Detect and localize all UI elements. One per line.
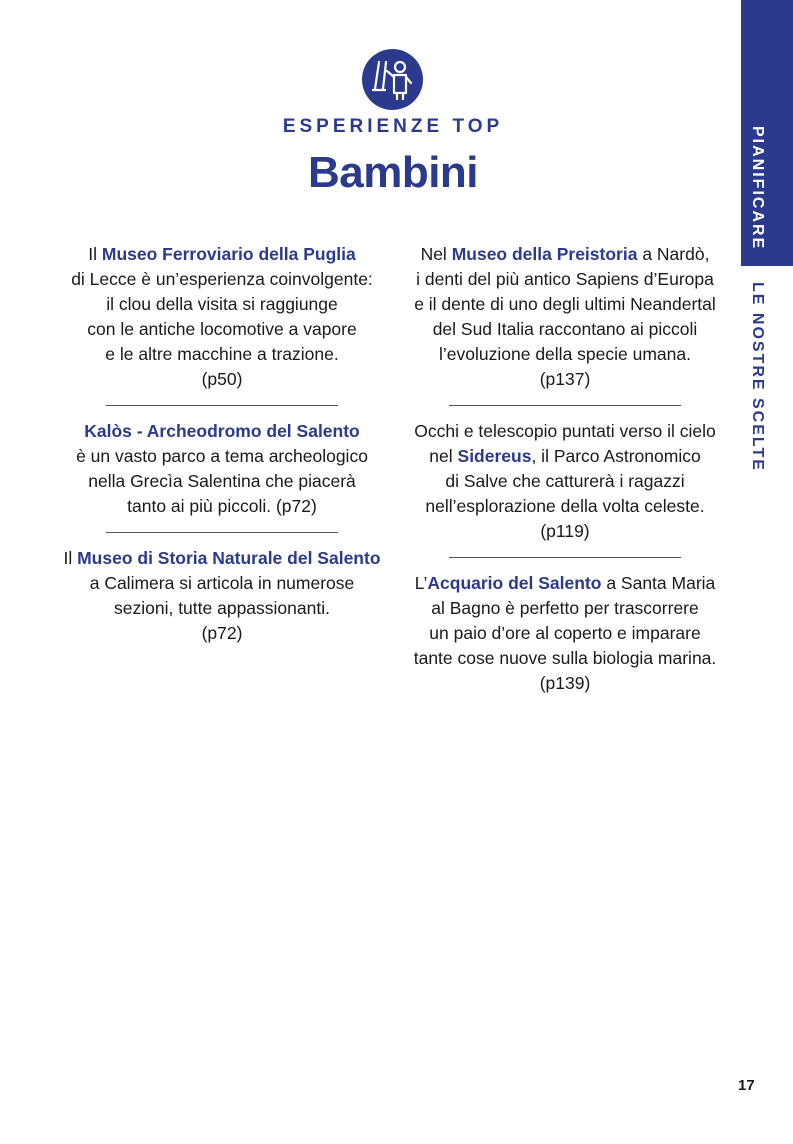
entry-line bbox=[395, 596, 735, 621]
attraction-name: Acquario del Salento bbox=[427, 573, 602, 593]
entry-line bbox=[395, 469, 735, 494]
entry-line bbox=[395, 621, 735, 646]
entry-text: di Lecce è un’esperienza coinvolgente: bbox=[71, 269, 373, 289]
entry-text: tante cose nuove sulla biologia marina. bbox=[413, 648, 717, 668]
entry-line bbox=[395, 367, 735, 392]
entry-text: (p119) bbox=[540, 521, 590, 541]
entry-text: e le altre macchine a trazione. bbox=[105, 344, 339, 364]
entry-line bbox=[395, 242, 735, 267]
entry-text: un paio d’ore al coperto e imparare bbox=[429, 623, 701, 643]
entry-text: al Bagno è perfetto per trascorrere bbox=[431, 598, 699, 618]
entry-line bbox=[395, 494, 735, 519]
entry-divider bbox=[449, 405, 681, 406]
side-tab-pianificare[interactable]: PIANIFICARE bbox=[749, 126, 766, 251]
entry-text: (p139) bbox=[539, 673, 591, 693]
entry-text: nel bbox=[429, 446, 458, 466]
entry-text: Il bbox=[63, 548, 78, 568]
entry-text: del Sud Italia raccontano ai piccoli bbox=[432, 319, 698, 339]
child-playground-icon bbox=[362, 49, 423, 110]
page-number: 17 bbox=[738, 1077, 755, 1094]
entry-line bbox=[52, 469, 392, 494]
entry-line bbox=[52, 367, 392, 392]
entry-line bbox=[395, 571, 735, 596]
entry-line bbox=[52, 342, 392, 367]
entry-text: , il Parco Astronomico bbox=[531, 446, 701, 466]
entry-line bbox=[395, 292, 735, 317]
section-kicker: ESPERIENZE TOP bbox=[282, 116, 504, 137]
attraction-entry bbox=[395, 242, 735, 392]
entry-line bbox=[52, 621, 392, 646]
entry-line bbox=[52, 419, 392, 444]
attraction-name: Museo della Preistoria bbox=[451, 244, 638, 264]
entry-text: con le antiche locomotive a vapore bbox=[87, 319, 357, 339]
side-tab-le-nostre-scelte[interactable]: LE NOSTRE SCELTE bbox=[749, 282, 766, 472]
entry-text: e il dente di uno degli ultimi Neandertal bbox=[414, 294, 716, 314]
entry-text: è un vasto parco a tema archeologico bbox=[76, 446, 368, 466]
entry-text: di Salve che catturerà i ragazzi bbox=[445, 471, 685, 491]
entry-text: a Nardò, bbox=[637, 244, 710, 264]
entry-line bbox=[395, 646, 735, 671]
entry-text: Nel bbox=[420, 244, 452, 264]
entry-line bbox=[52, 494, 392, 519]
entry-line bbox=[395, 519, 735, 544]
left-column bbox=[52, 242, 392, 646]
entry-text: nell’esplorazione della volta celeste. bbox=[425, 496, 705, 516]
entry-line bbox=[395, 444, 735, 469]
entry-line bbox=[52, 546, 392, 571]
entry-text: Occhi e telescopio puntati verso il cielo bbox=[414, 421, 716, 441]
entry-text: a Calimera si articola in numerose bbox=[89, 573, 355, 593]
entry-line bbox=[395, 419, 735, 444]
entry-line bbox=[52, 267, 392, 292]
entry-line bbox=[52, 571, 392, 596]
entry-line bbox=[52, 317, 392, 342]
entry-line bbox=[395, 671, 735, 696]
entry-divider bbox=[106, 405, 338, 406]
entry-text: sezioni, tutte appassionanti. bbox=[114, 598, 330, 618]
attraction-name: Museo Ferroviario della Puglia bbox=[101, 244, 356, 264]
entry-line bbox=[395, 317, 735, 342]
entry-text: L’ bbox=[414, 573, 428, 593]
attraction-entry bbox=[395, 419, 735, 544]
entry-divider bbox=[106, 532, 338, 533]
entry-line bbox=[52, 292, 392, 317]
attraction-entry bbox=[395, 571, 735, 696]
attraction-entry bbox=[52, 419, 392, 519]
entry-text: (p72) bbox=[201, 623, 243, 643]
right-column bbox=[395, 242, 735, 696]
entry-line bbox=[395, 342, 735, 367]
entry-text: nella Grecìa Salentina che piacerà bbox=[88, 471, 356, 491]
attraction-name: Museo di Storia Naturale del Salento bbox=[77, 548, 381, 568]
entry-text: l’evoluzione della specie umana. bbox=[439, 344, 691, 364]
page-title: Bambini bbox=[307, 148, 479, 197]
entry-text: Il bbox=[88, 244, 102, 264]
entry-line bbox=[52, 596, 392, 621]
entry-text: il clou della visita si raggiunge bbox=[106, 294, 338, 314]
entry-text: a Santa Maria bbox=[601, 573, 716, 593]
attraction-entry bbox=[52, 242, 392, 392]
entry-line bbox=[395, 267, 735, 292]
attraction-name: Sidereus bbox=[457, 446, 532, 466]
entry-line bbox=[52, 242, 392, 267]
entry-divider bbox=[449, 557, 681, 558]
attraction-entry bbox=[52, 546, 392, 646]
attraction-name: Kalòs - Archeodromo del Salento bbox=[84, 421, 360, 441]
entry-text: (p137) bbox=[539, 369, 591, 389]
entry-text: i denti del più antico Sapiens d’Europa bbox=[416, 269, 714, 289]
entry-text: (p50) bbox=[201, 369, 243, 389]
entry-text: tanto ai più piccoli. (p72) bbox=[127, 496, 317, 516]
entry-line bbox=[52, 444, 392, 469]
